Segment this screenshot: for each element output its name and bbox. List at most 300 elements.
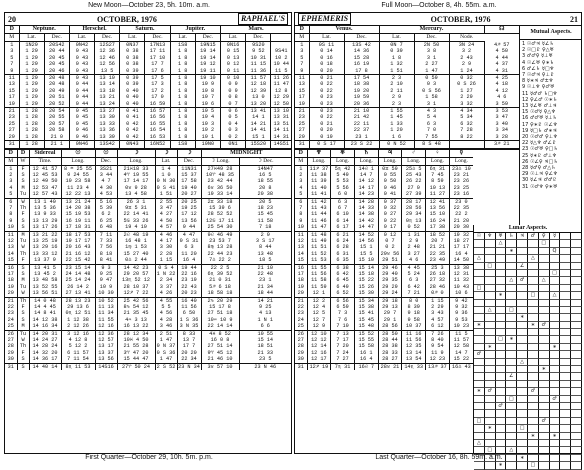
table-cell: 0 S 26 <box>449 81 484 87</box>
table-cell: 7 11 54 <box>61 356 95 363</box>
lunar-aspect-cell <box>528 396 539 403</box>
table-cell: 12 46 <box>95 55 120 61</box>
table-cell: 0 21 <box>309 75 344 82</box>
table-row <box>5 68 291 75</box>
table-row <box>5 108 291 115</box>
table-cell: 17 7 <box>177 343 201 349</box>
table-cell: 15 45 <box>239 211 291 217</box>
lunar-aspect-cell <box>571 285 582 292</box>
table-cell: 6 45 <box>331 277 355 283</box>
table-cell: 12 36 <box>95 48 120 54</box>
table-cell: 4 <box>9 184 13 191</box>
table-cell: 0 18 <box>309 61 344 67</box>
table-cell: 1 28 <box>19 141 44 148</box>
table-cell: 11 40 <box>307 185 331 191</box>
table-cell: 2♑ 20 29 <box>201 297 239 304</box>
table-cell: 17 14 17 <box>117 178 155 184</box>
col-header: Neptune. <box>19 26 69 34</box>
lunar-aspect-cell <box>485 396 496 403</box>
table-cell: 12 58 <box>449 343 473 349</box>
table-cell: 13 56 <box>426 205 450 211</box>
lunar-aspect-cell <box>474 292 485 299</box>
lunar-aspect-cell <box>571 433 582 440</box>
table-cell: 4 25 <box>484 75 519 82</box>
lunar-header-cell: ♅ <box>496 233 507 240</box>
lunar-aspect-cell <box>560 307 571 314</box>
table-cell: 1 29 <box>19 68 44 75</box>
table-cell: 25♎ 5 <box>402 165 426 172</box>
lunar-aspect-cell <box>517 433 528 440</box>
lunar-aspect-cell <box>550 418 561 425</box>
lunar-header-cell <box>560 233 571 240</box>
table-cell: 29 <box>298 133 305 140</box>
table-cell: 0 59 <box>414 75 449 82</box>
lunar-aspect-cell <box>506 255 517 262</box>
table-cell: 6 35 <box>331 257 355 264</box>
table-row <box>5 257 291 264</box>
table-cell: 17 7 <box>145 61 170 67</box>
table-cell: 7 18 <box>239 224 291 231</box>
lunar-header-cell: ♃ <box>517 233 528 240</box>
table-cell: 4 31 <box>484 68 519 75</box>
col-header: D <box>5 150 17 158</box>
lunar-aspect-cell <box>560 373 571 380</box>
table-cell: 3 46 <box>155 323 177 330</box>
table-cell: 13 7 <box>177 337 201 343</box>
lunar-aspect-cell <box>539 263 550 270</box>
table-cell: 0N37 <box>120 42 145 49</box>
table-cell: 1S8 <box>170 42 195 49</box>
right-month-title: OCTOBER, 1976 <box>430 14 491 24</box>
table-cell: 19 2 <box>195 127 220 133</box>
lunar-aspect-cell <box>560 359 571 366</box>
table-cell: 0 42 <box>120 134 145 141</box>
table-cell: 28 33 <box>378 350 402 356</box>
table-cell: 7 11 <box>95 231 117 238</box>
sub-header: Lat. <box>170 34 195 42</box>
table-cell: 14 56 <box>354 238 378 244</box>
lunar-aspect-cell <box>571 336 582 343</box>
table-cell: 14 33 <box>354 205 378 211</box>
mutual-aspects-list <box>520 40 582 191</box>
lunar-aspect-cell <box>496 388 507 395</box>
table-cell: 21 <box>295 108 309 115</box>
table-cell: 12 12 <box>307 337 331 343</box>
table-cell: 17 54 <box>344 75 379 82</box>
table-cell: 6 42 <box>331 271 355 277</box>
lunar-aspect-cell <box>506 300 517 307</box>
table-cell: 22 14 41 <box>117 211 155 217</box>
table-cell: 20 5 <box>239 198 291 205</box>
table-cell: 11 16 <box>402 330 426 337</box>
table-cell: F <box>17 350 29 356</box>
table-cell: 20 49 <box>44 88 69 94</box>
aspect-line: 23 ☉♂♅ ♀□♄ <box>522 146 558 153</box>
table-cell: W <box>17 290 29 297</box>
lunar-aspects-header <box>474 233 582 240</box>
table-cell: 3 32 <box>449 101 484 108</box>
table-cell: 16 24 <box>426 218 450 224</box>
col-header: Sidereal <box>29 150 61 158</box>
table-cell: 5 <box>300 54 304 61</box>
lunar-aspect-cell <box>539 351 550 358</box>
table-cell: 3♈ 47 20 <box>117 350 155 356</box>
table-cell: 16 13 22 <box>117 323 155 330</box>
table-cell: 9 25 <box>239 304 291 310</box>
table-cell: 5 16 <box>95 198 117 205</box>
table-cell: 20 <box>297 290 304 297</box>
col-header: ☿ <box>449 150 473 158</box>
table-cell: 15 <box>297 257 304 264</box>
table-cell: 8 39 <box>402 304 426 310</box>
lunar-aspects-title: Lunar Aspects. <box>474 225 582 233</box>
table-cell: 28 56 <box>402 205 426 211</box>
table-cell: 0 55 <box>378 172 402 178</box>
right-upper-block <box>295 26 519 150</box>
table-cell: 15 <box>7 257 14 264</box>
table-cell: 12 2 <box>307 297 331 304</box>
table-cell: 1 29 <box>19 55 44 61</box>
table-cell: 13 38 <box>449 264 473 271</box>
table-cell: 3 8 <box>414 48 449 54</box>
table-cell: 12 39 <box>246 88 271 94</box>
table-cell: 1 S 36 <box>177 317 201 323</box>
table-cell: 14 17 <box>354 185 378 191</box>
lunar-aspect-cell <box>485 285 496 292</box>
table-cell: 10 44 <box>271 61 291 67</box>
lunar-aspect-cell <box>485 292 496 299</box>
table-cell: 21 0 31 <box>201 277 239 283</box>
table-cell: 15 45 <box>354 317 378 323</box>
table-cell: 13 17 26 <box>29 224 61 231</box>
sub-header: Lat. <box>221 34 246 42</box>
table-cell: 12 9 <box>307 323 331 330</box>
lunar-aspect-cell <box>571 366 582 373</box>
table-cell: 20 52 <box>44 101 69 108</box>
table-cell: 23 25 <box>449 185 473 191</box>
table-cell: 0N 7 <box>379 42 414 49</box>
col-header: ☽ <box>177 150 201 158</box>
lunar-aspect-cell <box>539 344 550 351</box>
table-cell: 0 39 <box>120 68 145 75</box>
table-cell: 21 34 <box>239 284 291 290</box>
table-cell: 13 52 55 <box>29 284 61 290</box>
table-cell: 0N46 <box>69 141 94 148</box>
table-cell: 4 <box>299 184 303 191</box>
lunar-aspect-cell <box>539 410 550 417</box>
table-cell: 14 1 <box>246 114 271 120</box>
table-cell: 1 12 38 <box>61 317 95 323</box>
lunar-aspect-cell <box>496 248 507 255</box>
lunar-aspect-cell <box>550 373 561 380</box>
table-cell: 25 <box>298 120 305 127</box>
table-cell: 1 <box>9 165 13 172</box>
table-cell: S <box>17 264 29 271</box>
aspect-line: 20 ☉♂♂ ♀⊥♆ <box>522 134 558 141</box>
aspect-line: 7 ☉♂♃ ♀⊥♇ <box>522 72 555 79</box>
table-cell: 15 <box>298 87 305 94</box>
table-cell: 0 42 <box>120 121 145 127</box>
lunar-aspect-cell <box>517 403 528 410</box>
table-cell: 1 28 <box>19 121 44 127</box>
table-cell: 16 1 <box>354 350 378 356</box>
table-cell: 15 <box>8 87 15 94</box>
lunar-aspect-cell <box>496 314 507 321</box>
table-cell: 14 4 45 <box>29 304 61 310</box>
table-cell: 1 29 <box>19 48 44 54</box>
table-cell: 11 59 <box>307 284 331 290</box>
table-cell: S <box>17 317 29 323</box>
table-cell: 13 41 <box>246 108 271 115</box>
table-cell: 13S 42 <box>344 42 379 49</box>
table-cell: 19 <box>298 100 305 107</box>
table-cell: 7 56 <box>95 244 117 250</box>
table-cell: 3 1 <box>414 55 449 61</box>
table-cell: 4 53 <box>95 191 117 198</box>
table-cell: 0 43 <box>69 48 94 54</box>
table-cell: 1 8 <box>170 75 195 82</box>
table-cell: 14 7 <box>354 172 378 178</box>
table-cell: 7♏ 31 <box>331 363 355 370</box>
aspect-line: 11 ☿♂♂ ♄□♆ <box>522 90 558 97</box>
lunar-aspect-cell <box>560 433 571 440</box>
table-cell: 14 42 <box>354 218 378 224</box>
lunar-aspect-cell <box>550 263 561 270</box>
lunar-aspect-cell: △ <box>550 292 561 299</box>
table-cell: 14S51 <box>271 141 291 148</box>
table-cell: 28 <box>297 343 304 350</box>
col-header: ☉ <box>61 150 95 158</box>
table-cell: 1 8 <box>170 121 195 127</box>
lunar-aspect-cell <box>550 314 561 321</box>
table-cell: 2 34 <box>155 277 177 283</box>
table-cell: 10 6 <box>449 290 473 297</box>
table-cell: 13 21 22 <box>29 231 61 238</box>
table-cell: 19 59 <box>344 94 379 100</box>
aspect-line: 3 ♂♂♀ ☿⊥♅ <box>522 53 553 60</box>
lunar-aspect-cell: Q <box>550 248 561 255</box>
table-cell: 10♈ 48 35 <box>201 172 239 178</box>
table-cell: 0 17 <box>378 224 402 231</box>
lunar-aspect-cell <box>571 263 582 270</box>
table-cell: 16 55 <box>145 121 170 127</box>
lunar-aspect-cell: ∗ <box>474 388 485 395</box>
table-cell: 0 41 <box>120 108 145 115</box>
right-page-number: 21 <box>569 14 578 24</box>
table-cell: 17 2 <box>145 88 170 94</box>
table-cell: 22 43 <box>177 284 201 290</box>
table-cell: 14 52 <box>354 231 378 238</box>
lunar-aspect-cell <box>474 359 485 366</box>
table-cell: 13 41 5 <box>29 264 61 271</box>
table-cell: 4 56 <box>155 310 177 316</box>
table-cell: 15 22 <box>354 277 378 283</box>
table-cell: 20 25 <box>177 198 201 205</box>
table-cell: 6♏ 39 52 <box>201 271 239 277</box>
table-cell: 0 46 <box>69 134 94 141</box>
table-cell: 22 15 42 <box>61 257 95 264</box>
last-quarter-caption: Last Quarter—October 16, 8h. 59m. a.m. <box>375 454 503 461</box>
lunar-aspect-cell <box>528 381 539 388</box>
lunar-aspect-cell <box>539 425 550 432</box>
sub-header: M <box>295 157 307 165</box>
table-cell: 0 40 <box>120 94 145 100</box>
lunar-aspect-cell <box>517 351 528 358</box>
lunar-aspect-cell <box>474 396 485 403</box>
table-cell: 3 <box>10 48 14 55</box>
table-cell: 22 <box>297 304 304 311</box>
col-header: ☉ <box>95 150 117 158</box>
table-cell: 10 52 <box>95 297 117 304</box>
lunar-aspect-cell <box>550 240 561 247</box>
table-cell: 0 S 31 <box>177 238 201 244</box>
sub-header: M <box>5 34 19 42</box>
table-cell: 13 25 19 <box>29 238 61 244</box>
table-cell: 29 7 <box>378 310 402 316</box>
table-cell: 27 <box>298 127 305 134</box>
table-cell: 27 0 <box>402 185 426 191</box>
table-cell: 19 3 <box>195 121 220 127</box>
lunar-aspect-cell <box>485 351 496 358</box>
table-cell: 0 43 <box>69 55 94 61</box>
lunar-aspect-cell <box>517 344 528 351</box>
lunar-aspect-cell <box>550 359 561 366</box>
table-cell: 9 32 <box>449 304 473 310</box>
table-cell: 11 56 <box>177 304 201 310</box>
table-cell: 19 <box>8 100 15 107</box>
table-cell: 17 6 <box>145 68 170 75</box>
table-cell: 11 51 <box>307 244 331 250</box>
lunar-aspect-cell <box>560 403 571 410</box>
table-cell: 3 34 <box>484 127 519 133</box>
table-cell: 5 5 <box>155 304 177 310</box>
table-cell: 12 41 57 <box>29 165 61 172</box>
table-cell: 20 45 <box>44 61 69 67</box>
lunar-aspect-cell: ∗ <box>550 433 561 440</box>
table-cell: 22 11 <box>344 121 379 127</box>
table-cell: 5 12 2 <box>61 343 95 349</box>
table-row <box>5 101 291 108</box>
table-cell: 23 15 14 <box>61 264 95 271</box>
table-cell: 8♍ 13 28 <box>201 244 239 250</box>
table-cell: 3 59 <box>484 101 519 108</box>
table-cell: 23 <box>298 114 305 121</box>
table-cell: 31 <box>5 363 17 370</box>
table-cell: 1 <box>300 42 304 48</box>
lunar-header-cell: ☿ <box>550 233 561 240</box>
table-cell: 17N13 <box>145 42 170 49</box>
table-cell: 13 31 <box>271 114 291 120</box>
table-cell: 0 16 <box>309 55 344 61</box>
aspect-line: 26 ☉∠♀ ♃□♄ <box>522 158 558 165</box>
table-cell: 7 3 <box>331 310 355 316</box>
table-cell: 15 19 53 <box>61 211 95 217</box>
table-cell: 16N52 <box>145 141 170 148</box>
table-cell: 13 10 <box>271 108 291 115</box>
table-cell: 12 18 <box>246 81 271 87</box>
sub-header: Long. <box>402 157 426 165</box>
table-cell: 13 48 <box>239 251 291 257</box>
table-cell: 9 53 <box>449 317 473 323</box>
table-cell: 6 52 <box>331 290 355 297</box>
table-cell: 21 21 <box>426 244 450 250</box>
table-cell: 22 <box>7 304 14 311</box>
table-cell: 8 ≏ 25 55 <box>61 165 95 172</box>
table-cell: 3S21 <box>95 165 117 172</box>
table-cell: 5 53 <box>331 178 355 184</box>
lunar-aspect-cell <box>539 440 550 447</box>
table-cell: 4 12 8 <box>61 337 95 343</box>
table-row <box>295 42 519 49</box>
table-cell: 20 27 <box>177 191 201 198</box>
lunar-aspect-cell <box>528 366 539 373</box>
table-cell: 13 27 <box>95 108 120 115</box>
table-cell: 21 35 45 <box>117 310 155 316</box>
table-cell: 7 24 <box>331 350 355 356</box>
table-cell: 13 21 <box>95 94 120 100</box>
table-cell: 13 51 <box>271 121 291 127</box>
table-cell: 2N 50 <box>414 42 449 49</box>
table-cell: 16 <box>5 264 17 271</box>
table-cell: 13 4 58 <box>117 191 155 198</box>
table-cell: 6 50 <box>177 310 201 316</box>
lunar-aspect-cell <box>539 396 550 403</box>
table-cell: 9 24 55 <box>61 172 95 178</box>
table-cell: 7 33 <box>95 238 117 244</box>
table-cell: 0 22 <box>309 114 344 120</box>
col-header: ♃ <box>378 150 402 158</box>
table-cell: 31 <box>5 141 19 148</box>
table-cell: 8 40 <box>426 337 450 343</box>
mutual-aspects-title: Mutual Aspects. <box>520 26 582 40</box>
lunar-aspect-cell <box>506 292 517 299</box>
table-row <box>5 297 291 304</box>
lunar-header-cell: ♂ <box>528 233 539 240</box>
table-cell: 7 20 <box>331 343 355 349</box>
table-cell: 11 55 <box>95 317 117 323</box>
table-cell: 5 <box>9 191 13 198</box>
table-cell: 6 49 <box>331 284 355 290</box>
lunar-aspect-cell <box>560 255 571 262</box>
table-cell: 18 58 18 <box>201 290 239 297</box>
table-cell: 15 5 <box>354 251 378 257</box>
table-cell: 0 5 <box>221 114 246 120</box>
table-cell: 22 37 <box>344 127 379 133</box>
table-cell: 29♉ 56 <box>378 251 402 257</box>
table-cell: 22 14 14 <box>201 323 239 330</box>
table-cell: 20 57 <box>44 121 69 127</box>
lunar-aspect-cell <box>474 366 485 373</box>
table-cell: 14 50 <box>449 257 473 264</box>
lunar-aspect-cell <box>485 418 496 425</box>
lunar-aspect-cell <box>528 270 539 277</box>
lunar-aspect-cell: ♂ <box>528 388 539 395</box>
table-cell: 26 3 1 <box>117 198 155 205</box>
table-cell: 24 <box>297 316 304 323</box>
table-cell: 10 31 <box>246 55 271 61</box>
table-cell: 16 5 <box>239 172 291 178</box>
table-cell: 11 56 <box>402 337 426 343</box>
lunar-aspect-cell <box>496 410 507 417</box>
table-row <box>5 141 291 148</box>
lunar-aspect-cell <box>539 255 550 262</box>
col-header: MIDNIGHT <box>201 150 291 158</box>
lunar-aspect-cell <box>528 240 539 247</box>
table-cell: 11 53 <box>307 257 331 264</box>
lunar-aspect-cell <box>474 425 485 432</box>
lunar-aspect-cell: □ <box>496 336 507 343</box>
aspect-line: 2 ☉□♇ ♀△♅ <box>522 47 555 54</box>
